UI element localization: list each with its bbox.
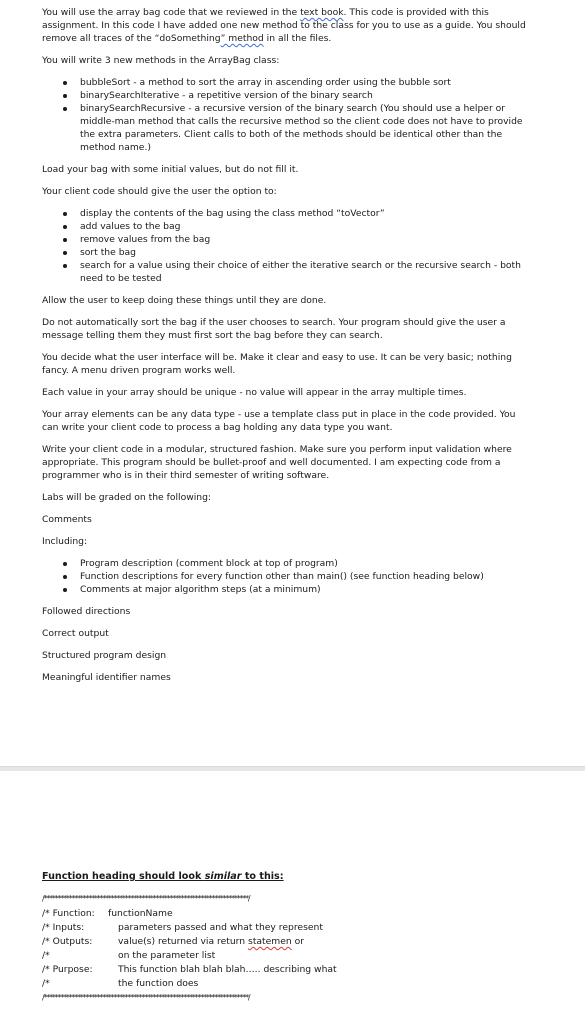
list-item: add values to the bag <box>80 220 532 233</box>
function-heading-title: Function heading should look similar to this: <box>42 871 284 882</box>
list-item: sort the bag <box>80 246 532 259</box>
client-options-list <box>42 207 532 285</box>
client-options-intro: Your client code should give the user the option to: <box>42 186 277 197</box>
list-item: search for a value using their choice of either the iterative search or the recursive search - both need to be tested <box>80 259 532 285</box>
heading-row-outputs: /* Outputs: value(s) returned via return statemen or <box>42 936 305 947</box>
criteria-item: Followed directions <box>42 606 131 617</box>
methods-list <box>42 76 532 154</box>
criteria-item: Structured program design <box>42 650 167 661</box>
criteria-item: Correct output <box>42 628 109 639</box>
list-item: display the contents of the bag using the class method “toVector” <box>80 207 532 220</box>
heading-row-function: /* Function: functionName <box>42 908 173 919</box>
text-book-link[interactable]: text book <box>300 7 344 18</box>
list-item: bubbleSort - a method to sort the array in ascending order using the bubble sort <box>80 76 532 89</box>
heading-row-inputs: /* Inputs: parameters passed and what they represent <box>42 922 323 933</box>
list-item: Comments at major algorithm steps (at a minimum) <box>80 583 532 596</box>
list-item: remove values from the bag <box>80 233 532 246</box>
load-bag-paragraph: Load your bag with some initial values, but do not fill it. <box>42 164 299 175</box>
paragraph: Your array elements can be any data type - use a template class put in place in the code provided. You can write your client code to process a bag holding any data type you want. <box>42 409 516 433</box>
heading-row-continuation: /* the function does <box>42 978 199 989</box>
grading-comments: Comments <box>42 514 92 525</box>
including-list <box>42 557 532 596</box>
grading-intro: Labs will be graded on the following: <box>42 492 212 503</box>
comment-border-top: /*************************************************************************/ <box>42 894 250 903</box>
paragraph: Write your client code in a modular, structured fashion. Make sure you perform input validation where appropriate. This program should be bullet-proof and well documented. I am expecting code from a programmer who is in their third semester of writing software. <box>42 444 512 481</box>
document-page-2 <box>0 771 585 1024</box>
list-item: Function descriptions for every function other than main() (see function heading below) <box>80 570 532 583</box>
list-item: Program description (comment block at top of program) <box>80 557 532 570</box>
intro-paragraph: You will use the array bag code that we reviewed in the text book. This code is provided with this assignment. In this code I have added one new method to the class for you to use as a guide. You should remove all traces of the “doSomething” method in all the files. <box>42 7 526 44</box>
paragraph: Do not automatically sort the bag if the user chooses to search. Your program should give the user a message telling them they must first sort the bag before they can search. <box>42 317 506 341</box>
methods-intro: You will write 3 new methods in the ArrayBag class: <box>42 55 280 66</box>
paragraph: Each value in your array should be unique - no value will appear in the array multiple times. <box>42 387 467 398</box>
assignment-body <box>42 6 532 693</box>
paragraph: Allow the user to keep doing these things until they are done. <box>42 295 327 306</box>
heading-row-purpose: /* Purpose: This function blah blah blah….. describing what <box>42 964 337 975</box>
comment-border-bottom: /*************************************************************************/ <box>42 993 250 1002</box>
heading-row-continuation: /* on the parameter list <box>42 950 216 961</box>
list-item: binarySearchRecursive - a recursive version of the binary search (You should use a helper or middle-man method that calls the recursive method so the client code does not have to provide the extra parameters. Client calls to both of the methods should be identical other than the method name.) <box>80 102 532 154</box>
list-item: binarySearchIterative - a repetitive version of the binary search <box>80 89 532 102</box>
grading-including: Including: <box>42 536 88 547</box>
paragraph: You decide what the user interface will be. Make it clear and easy to use. It can be very basic; nothing fancy. A menu driven program works well. <box>42 352 512 376</box>
criteria-item: Meaningful identifier names <box>42 672 171 683</box>
